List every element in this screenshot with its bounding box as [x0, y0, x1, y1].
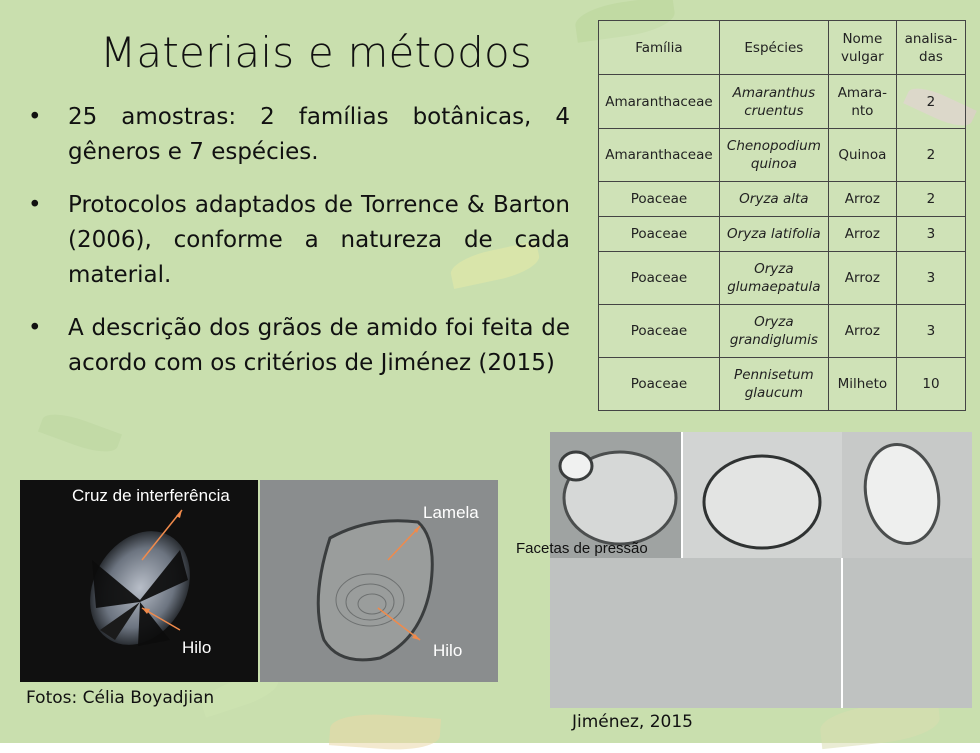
table-header: analisa-das [896, 21, 965, 75]
table-cell: Oryza latifolia [719, 217, 828, 252]
label-facetas: Facetas de pressão [516, 540, 648, 557]
table-cell: Poaceae [599, 358, 720, 411]
table-cell: Arroz [828, 252, 896, 305]
table-cell: 2 [896, 129, 965, 182]
table-cell: Milheto [828, 358, 896, 411]
table-cell: Arroz [828, 182, 896, 217]
table-cell: Poaceae [599, 305, 720, 358]
table-header: Família [599, 21, 720, 75]
table-cell: Chenopodium quinoa [719, 129, 828, 182]
table-cell: 10 [896, 358, 965, 411]
species-table [598, 20, 966, 411]
label-hilo: Hilo [182, 638, 212, 657]
table-row [599, 129, 966, 182]
table-row [599, 217, 966, 252]
table-row [599, 305, 966, 358]
table-row [599, 252, 966, 305]
table-header: Espécies [719, 21, 828, 75]
table-cell: Arroz [828, 305, 896, 358]
polarized-micrograph [20, 480, 258, 682]
table-cell: Amaranthaceae [599, 75, 720, 129]
bullet-item: • Protocolos adaptados de Torrence & Barton (2006), conforme a natureza de cada material. [28, 188, 570, 293]
reference-grains [550, 432, 972, 708]
photo-credit: Fotos: Célia Boyadjian [26, 688, 215, 708]
table-cell: Oryza glumaepatula [719, 252, 828, 305]
starch-grain-polarized [20, 480, 258, 682]
bullet-item: • A descrição dos grãos de amido foi feita de acordo com os critérios de Jiménez (2015) [28, 311, 570, 381]
table-cell: 3 [896, 252, 965, 305]
table-cell: Oryza grandiglumis [719, 305, 828, 358]
table-row [599, 358, 966, 411]
label-cruz: Cruz de interferência [72, 486, 230, 505]
decorative-leaf [38, 407, 122, 459]
table-cell: Poaceae [599, 217, 720, 252]
table-cell: 2 [896, 182, 965, 217]
table-cell: 3 [896, 305, 965, 358]
reference-credit: Jiménez, 2015 [572, 712, 693, 732]
table-row [599, 75, 966, 129]
table-cell: Amara-nto [828, 75, 896, 129]
decorative-leaf [329, 711, 441, 753]
table-cell: Pennisetum glaucum [719, 358, 828, 411]
table-header: Nome vulgar [828, 21, 896, 75]
reference-micrograph [516, 432, 972, 708]
slide-title: Materiais e métodos [100, 28, 533, 77]
bullet-list [28, 100, 570, 399]
table-row [599, 182, 966, 217]
table-cell: 2 [896, 75, 965, 129]
brightfield-micrograph [260, 480, 498, 682]
table-cell: Amaranthus cruentus [719, 75, 828, 129]
table-cell: Quinoa [828, 129, 896, 182]
table-cell: Arroz [828, 217, 896, 252]
table-cell: Poaceae [599, 182, 720, 217]
table-cell: 3 [896, 217, 965, 252]
label-hilo: Hilo [433, 641, 463, 660]
table-cell: Amaranthaceae [599, 129, 720, 182]
table-cell: Poaceae [599, 252, 720, 305]
label-lamela: Lamela [423, 503, 479, 522]
table-header-row [599, 21, 966, 75]
table-cell: Oryza alta [719, 182, 828, 217]
bullet-item: • 25 amostras: 2 famílias botânicas, 4 gêneros e 7 espécies. [28, 100, 570, 170]
